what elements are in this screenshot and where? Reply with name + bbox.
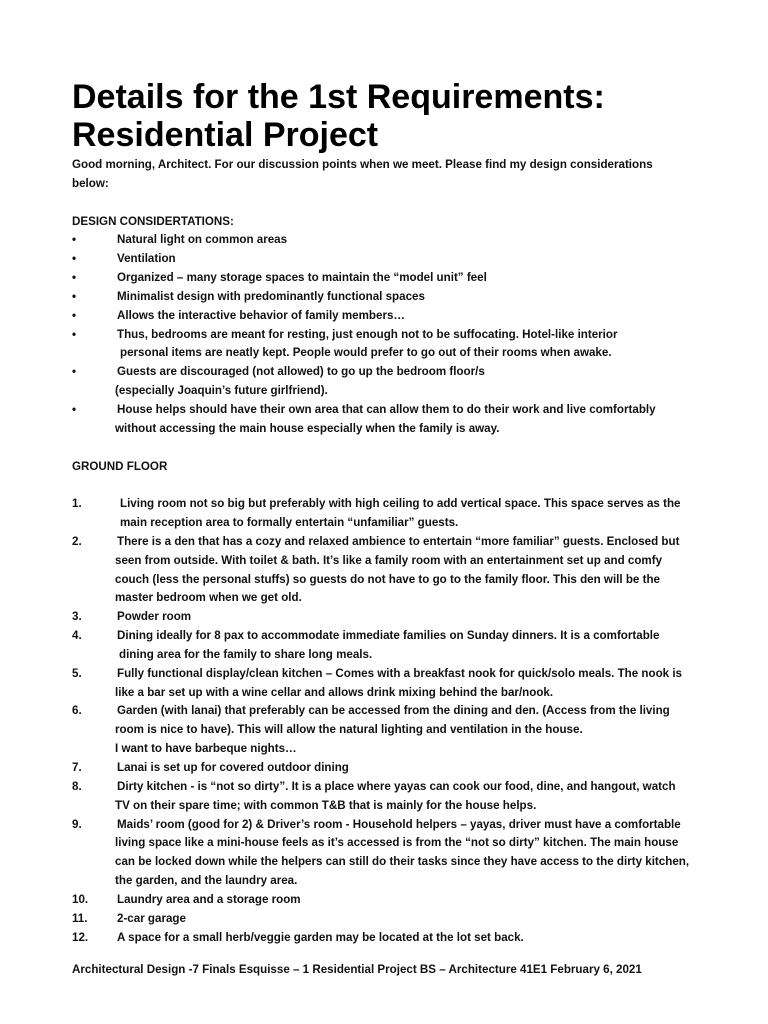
numbered-text: There is a den that has a cozy and relaxed ambience to entertain “more familiar” guests. Enclosed but [117, 534, 680, 548]
numbered-text: A space for a small herb/veggie garden may be located at the lot set back. [117, 930, 524, 944]
spacer [72, 439, 712, 458]
bullet-item [72, 231, 712, 250]
numbered-marker: 11. [72, 911, 88, 925]
bullet-text: Natural light on common areas [117, 233, 288, 247]
numbered-item [72, 533, 712, 608]
numbered-text: can be locked down while the helpers can still do their tasks since they have access to the dirty kitchen, [115, 855, 690, 869]
numbered-item [72, 495, 712, 533]
bullet-marker: • [72, 252, 77, 266]
numbered-text: TV on their spare time; with common T&B that is mainly for the house helps. [115, 798, 537, 812]
numbered-item [72, 778, 712, 816]
numbered-item [72, 702, 712, 759]
bullet-item [72, 288, 712, 307]
numbered-item [72, 627, 712, 665]
numbered-marker: 2. [72, 534, 82, 548]
bullet-marker: • [72, 402, 77, 416]
bullet-text: personal items are neatly kept. People would prefer to go out of their rooms when awake. [120, 346, 612, 360]
numbered-text: like a bar set up with a wine cellar and allows drink mixing behind the bar/nook. [115, 685, 554, 699]
bullet-item [72, 326, 712, 364]
numbered-marker: 6. [72, 704, 82, 718]
intro-line: Good morning, Architect. For our discussion points when we meet. Please find my design considerations [72, 158, 653, 171]
bullet-marker: • [72, 308, 77, 322]
numbered-marker: 4. [72, 629, 82, 643]
numbered-text: living space like a mini-house feels as it’s accessed is from the “not so dirty” kitchen. The main house [115, 836, 679, 850]
bullet-text: Organized – many storage spaces to maintain the “model unit” feel [117, 271, 487, 285]
numbered-text: Laundry area and a storage room [117, 892, 301, 906]
spacer [72, 194, 712, 213]
bullet-marker: • [72, 365, 77, 379]
numbered-text: Dining ideally for 8 pax to accommodate immediate families on Sunday dinners. It is a comfortable [117, 629, 660, 643]
numbered-marker: 12. [72, 930, 89, 944]
numbered-text: Garden (with lanai) that preferably can be accessed from the dining and den. (Access from the living [117, 704, 670, 718]
title-line-2: Residential Project [72, 116, 379, 154]
numbered-text: Powder room [117, 610, 192, 624]
bullet-text: Ventilation [117, 252, 176, 266]
numbered-marker: 8. [72, 779, 82, 793]
bullet-item [72, 401, 712, 439]
numbered-text: master bedroom when we get old. [115, 591, 302, 605]
bullet-marker: • [72, 327, 77, 341]
numbered-marker: 7. [72, 761, 82, 774]
bullet-text: Thus, bedrooms are meant for resting, just enough not to be suffocating. Hotel-like interior [117, 327, 618, 341]
title-line-1: Details for the 1st Requirements: [72, 78, 605, 116]
numbered-item [72, 910, 712, 929]
numbered-text: main reception area to formally entertain “unfamiliar” guests. [120, 516, 459, 530]
numbered-text: Maids’ room (good for 2) & Driver’s room - Household helpers – yayas, driver must have a comfortable [117, 817, 681, 831]
bullet-text: Guests are discouraged (not allowed) to go up the bedroom floor/s [117, 365, 485, 379]
ground-floor-list [72, 495, 712, 947]
numbered-marker: 5. [72, 666, 82, 680]
bullet-marker: • [72, 289, 77, 303]
numbered-item [72, 759, 712, 778]
bullet-item [72, 363, 712, 401]
numbered-marker: 1. [72, 497, 82, 511]
numbered-text: 2-car garage [117, 911, 186, 925]
numbered-item [72, 665, 712, 703]
intro-line: below: [72, 176, 109, 190]
document-body [72, 156, 712, 947]
numbered-text: seen from outside. With toilet & bath. It’s like a family room with an entertainment set up and comfy [115, 553, 663, 567]
numbered-item [72, 929, 712, 948]
numbered-marker: 9. [72, 817, 82, 831]
bullet-marker: • [72, 271, 77, 285]
design-considerations-heading: DESIGN CONSIDERTATIONS: [72, 214, 234, 228]
ground-floor-heading: GROUND FLOOR [72, 459, 168, 473]
numbered-item [72, 608, 712, 627]
bullet-text: (especially Joaquin’s future girlfriend). [115, 384, 328, 398]
bullet-text: House helps should have their own area that can allow them to do their work and live comfortably [117, 402, 656, 416]
page-title [72, 78, 712, 154]
numbered-text: Living room not so big but preferably with high ceiling to add vertical space. This space serves as the [120, 497, 681, 511]
numbered-marker: 10. [72, 892, 89, 906]
bullet-marker: • [72, 233, 77, 247]
numbered-text: I want to have barbeque nights… [115, 742, 297, 756]
numbered-text: dining area for the family to share long meals. [119, 647, 373, 661]
numbered-item [72, 816, 712, 891]
numbered-text: Dirty kitchen - is “not so dirty”. It is a place where yayas can cook our food, dine, and hangout, watch [117, 779, 676, 793]
numbered-marker: 3. [72, 610, 82, 624]
bullet-text: Allows the interactive behavior of family members… [117, 308, 405, 322]
bullet-item [72, 250, 712, 269]
bullet-text: Minimalist design with predominantly functional spaces [117, 289, 425, 303]
page-footer: Architectural Design -7 Finals Esquisse – 1 Residential Project BS – Architecture 41E1 February 6, 2021 [72, 963, 642, 976]
bullet-item [72, 307, 712, 326]
numbered-text: Lanai is set up for covered outdoor dining [117, 761, 349, 774]
numbered-text: couch (less the personal stuffs) so guests do not have to go to the family floor. This den will be the [115, 572, 660, 586]
numbered-text: Fully functional display/clean kitchen – Comes with a breakfast nook for quick/solo meals. The nook is [117, 666, 683, 680]
numbered-item [72, 891, 712, 910]
numbered-text: room is nice to have). This will allow the natural lighting and ventilation in the house. [115, 723, 583, 737]
numbered-text: the garden, and the laundry area. [115, 874, 298, 888]
design-considerations-list [72, 231, 712, 438]
bullet-text: without accessing the main house especially when the family is away. [115, 421, 500, 435]
bullet-item [72, 269, 712, 288]
spacer [72, 476, 712, 495]
